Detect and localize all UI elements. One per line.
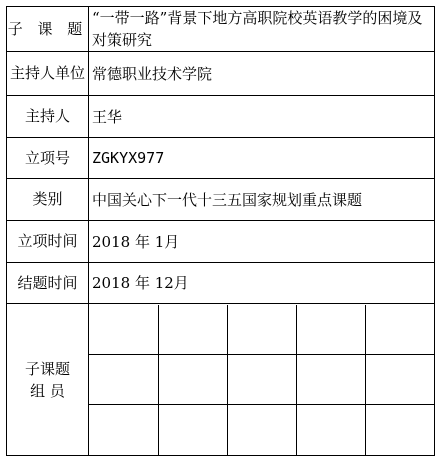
member-cell[interactable] bbox=[158, 405, 227, 455]
member-cell[interactable] bbox=[227, 405, 296, 455]
member-cell[interactable] bbox=[158, 305, 227, 355]
member-cell[interactable] bbox=[365, 305, 434, 355]
member-cell[interactable] bbox=[227, 305, 296, 355]
row-subproject bbox=[7, 7, 435, 52]
label-subproject: 子 课 题 bbox=[7, 7, 89, 52]
row-host bbox=[7, 96, 435, 138]
members-grid bbox=[89, 305, 434, 455]
member-cell[interactable] bbox=[227, 355, 296, 405]
members-grid-row bbox=[89, 355, 434, 405]
value-project-no: ZGKYX977 bbox=[89, 138, 435, 179]
members-grid-cell bbox=[89, 304, 435, 456]
label-category: 类别 bbox=[7, 179, 89, 221]
member-cell[interactable] bbox=[296, 405, 365, 455]
value-host: 王华 bbox=[89, 96, 435, 138]
value-category: 中国关心下一代十三五国家规划重点课题 bbox=[89, 179, 435, 221]
label-host-unit: 主持人单位 bbox=[7, 52, 89, 96]
member-cell[interactable] bbox=[89, 355, 158, 405]
member-cell[interactable] bbox=[365, 355, 434, 405]
member-cell[interactable] bbox=[89, 305, 158, 355]
member-cell[interactable] bbox=[296, 355, 365, 405]
label-completion-date: 结题时间 bbox=[7, 263, 89, 304]
value-approval-date: 2018 年 1月 bbox=[89, 221, 435, 263]
row-approval-date bbox=[7, 221, 435, 263]
row-project-no bbox=[7, 138, 435, 179]
value-subproject: “一带一路”背景下地方高职院校英语教学的困境及对策研究 bbox=[89, 7, 435, 52]
row-host-unit bbox=[7, 52, 435, 96]
label-approval-date: 立项时间 bbox=[7, 221, 89, 263]
member-cell[interactable] bbox=[296, 305, 365, 355]
label-members-line2: 组 员 bbox=[30, 381, 65, 400]
label-members bbox=[7, 304, 89, 456]
row-category bbox=[7, 179, 435, 221]
member-cell[interactable] bbox=[365, 405, 434, 455]
label-project-no: 立项号 bbox=[7, 138, 89, 179]
members-grid-row bbox=[89, 405, 434, 455]
label-host: 主持人 bbox=[7, 96, 89, 138]
member-cell[interactable] bbox=[158, 355, 227, 405]
member-cell[interactable] bbox=[89, 405, 158, 455]
value-host-unit: 常德职业技术学院 bbox=[89, 52, 435, 96]
members-grid-row bbox=[89, 305, 434, 355]
value-completion-date: 2018 年 12月 bbox=[89, 263, 435, 304]
project-info-table bbox=[6, 6, 435, 456]
row-members bbox=[7, 304, 435, 456]
label-members-line1: 子课题 bbox=[24, 359, 70, 378]
row-completion-date bbox=[7, 263, 435, 304]
